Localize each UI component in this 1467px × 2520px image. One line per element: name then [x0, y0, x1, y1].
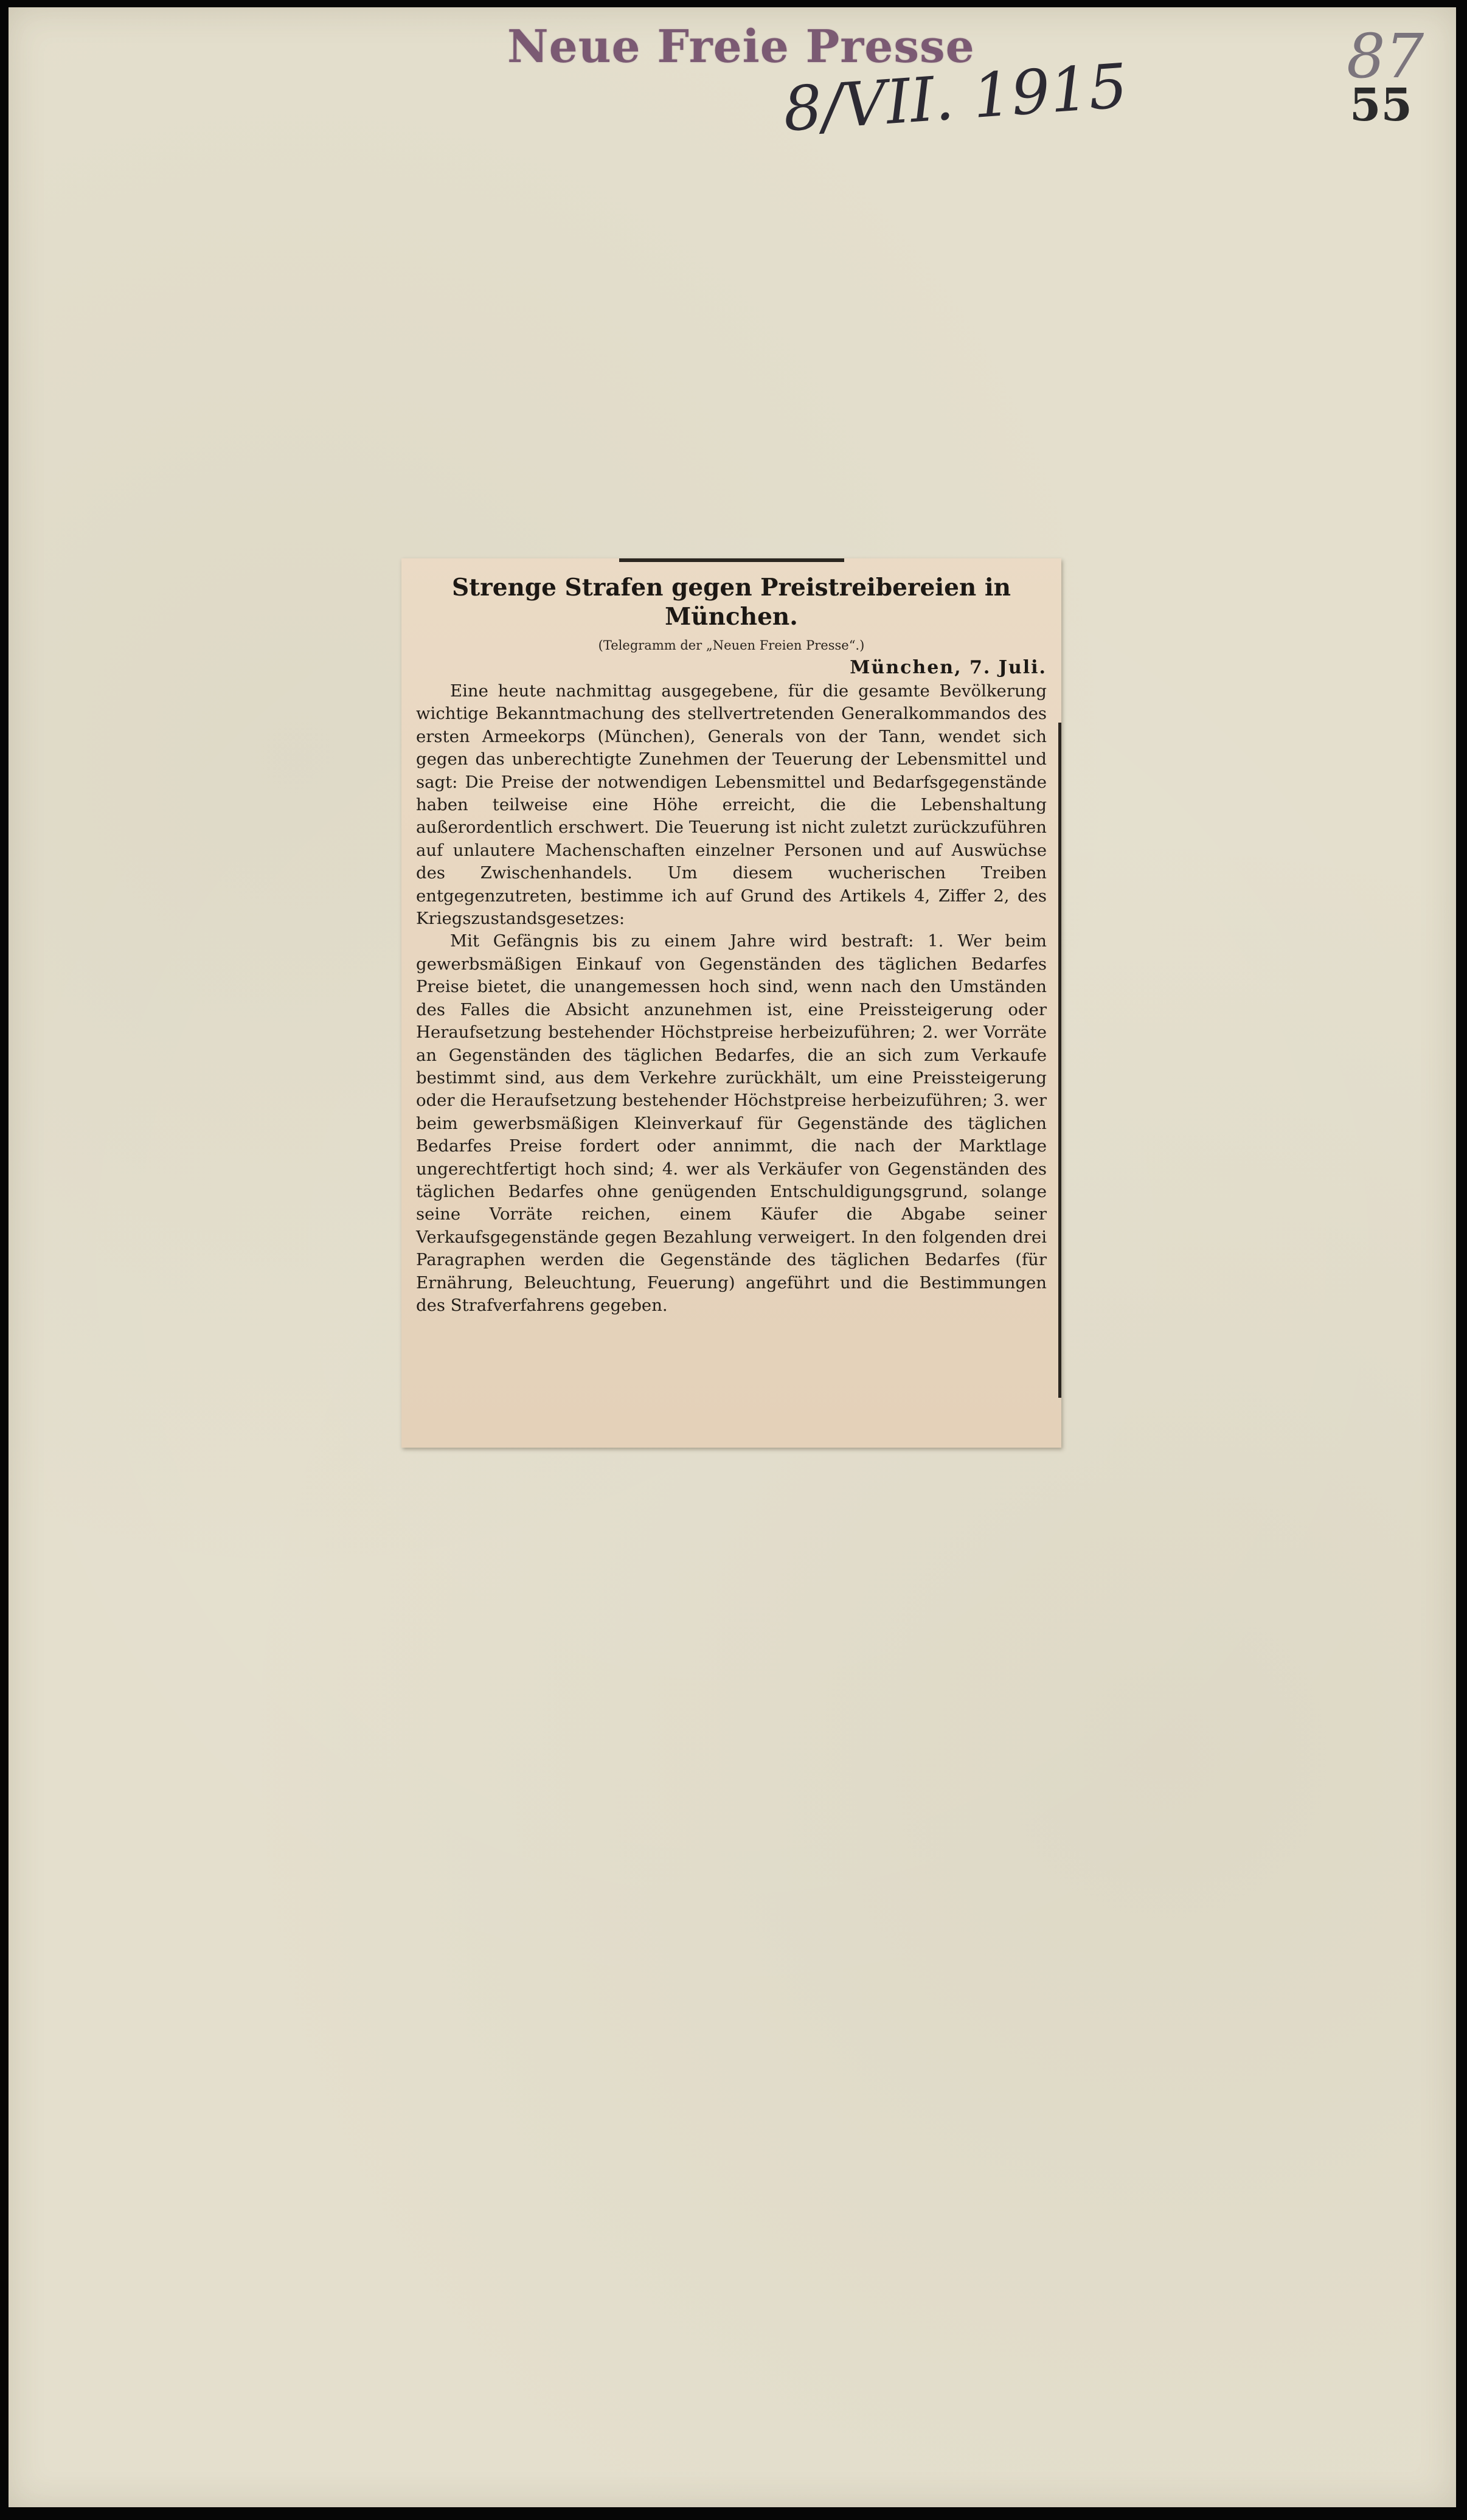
page-number: 55	[1350, 79, 1412, 131]
top-rule	[619, 558, 844, 562]
article-paragraph: Mit Gefängnis bis zu einem Jahre wird bestraft: 1. Wer beim gewerbsmäßigen Einkauf von Gegenständen des täglichen Bedarfes Preise bietet, die unangemessen hoch sind, wenn nach den Umständen des Falles die Absicht anzunehmen ist, eine Preissteigerung oder Heraufsetzung bestehender Höchstpreise herbeizuführen; 2. wer Vorräte an Gegenständen des täglichen Bedarfes, die an sich zum Verkaufe bestimmt sind, aus dem Verkehre zurückhält, um eine Preissteigerung oder die Heraufsetzung bestehender Höchstpreise herbeizuführen; 3. wer beim gewerbsmäßigen Kleinverkauf für Gegenstände des täglichen Bedarfes Preise fordert oder annimmt, die nach der Marktlage ungerechtfertigt hoch sind; 4. wer als Verkäufer von Gegenständen des täglichen Bedarfes ohne genügenden Entschuldigungsgrund, solange seine Vorräte reichen, einem Käufer die Abgabe seiner Verkaufsgegenstände gegen Bezahlung verweigert. In den folgenden drei Paragraphen werden die Gegenstände des täglichen Bedarfes (für Ernährung, Beleuchtung, Feuerung) angeführt und die Bestimmungen des Strafverfahrens gegeben.	[416, 931, 1047, 1315]
article-paragraph: Eine heute nachmittag ausgegebene, für die gesamte Bevölkerung wichtige Bekanntmachung des stellvertretenden Generalkommandos des ersten Armeekorps (München), Generals von der Tann, wendet sich gegen das unberechtigte Zunehmen der Teuerung der Lebensmittel und sagt: Die Preise der notwendigen Lebensmittel und Bedarfsgegenstände haben teilweise eine Höhe erreicht, die die Lebenshaltung außerordentlich erschwert. Die Teuerung ist nicht zuletzt zurückzuführen auf unlautere Machenschaften einzelner Personen und auf Auswüchse des Zwischenhandels. Um diesem wucherischen Treiben entgegenzutreten, bestimme ich auf Grund des Artikels 4, Ziffer 2, des Kriegszustandsgesetzes:	[416, 681, 1047, 929]
handwritten-date: 8/VII. 1915	[781, 50, 1130, 145]
newspaper-stamp: Neue Freie Presse	[507, 21, 975, 73]
article-dateline: München, 7. Juli.	[850, 657, 1047, 678]
newspaper-clipping	[401, 558, 1061, 1448]
archive-number: 87	[1347, 21, 1424, 92]
article-headline: Strenge Strafen gegen Preistreibereien in München.	[452, 574, 1011, 631]
article-body	[416, 680, 1047, 1317]
article-source: (Telegramm der „Neuen Freien Presse“.)	[598, 638, 865, 653]
